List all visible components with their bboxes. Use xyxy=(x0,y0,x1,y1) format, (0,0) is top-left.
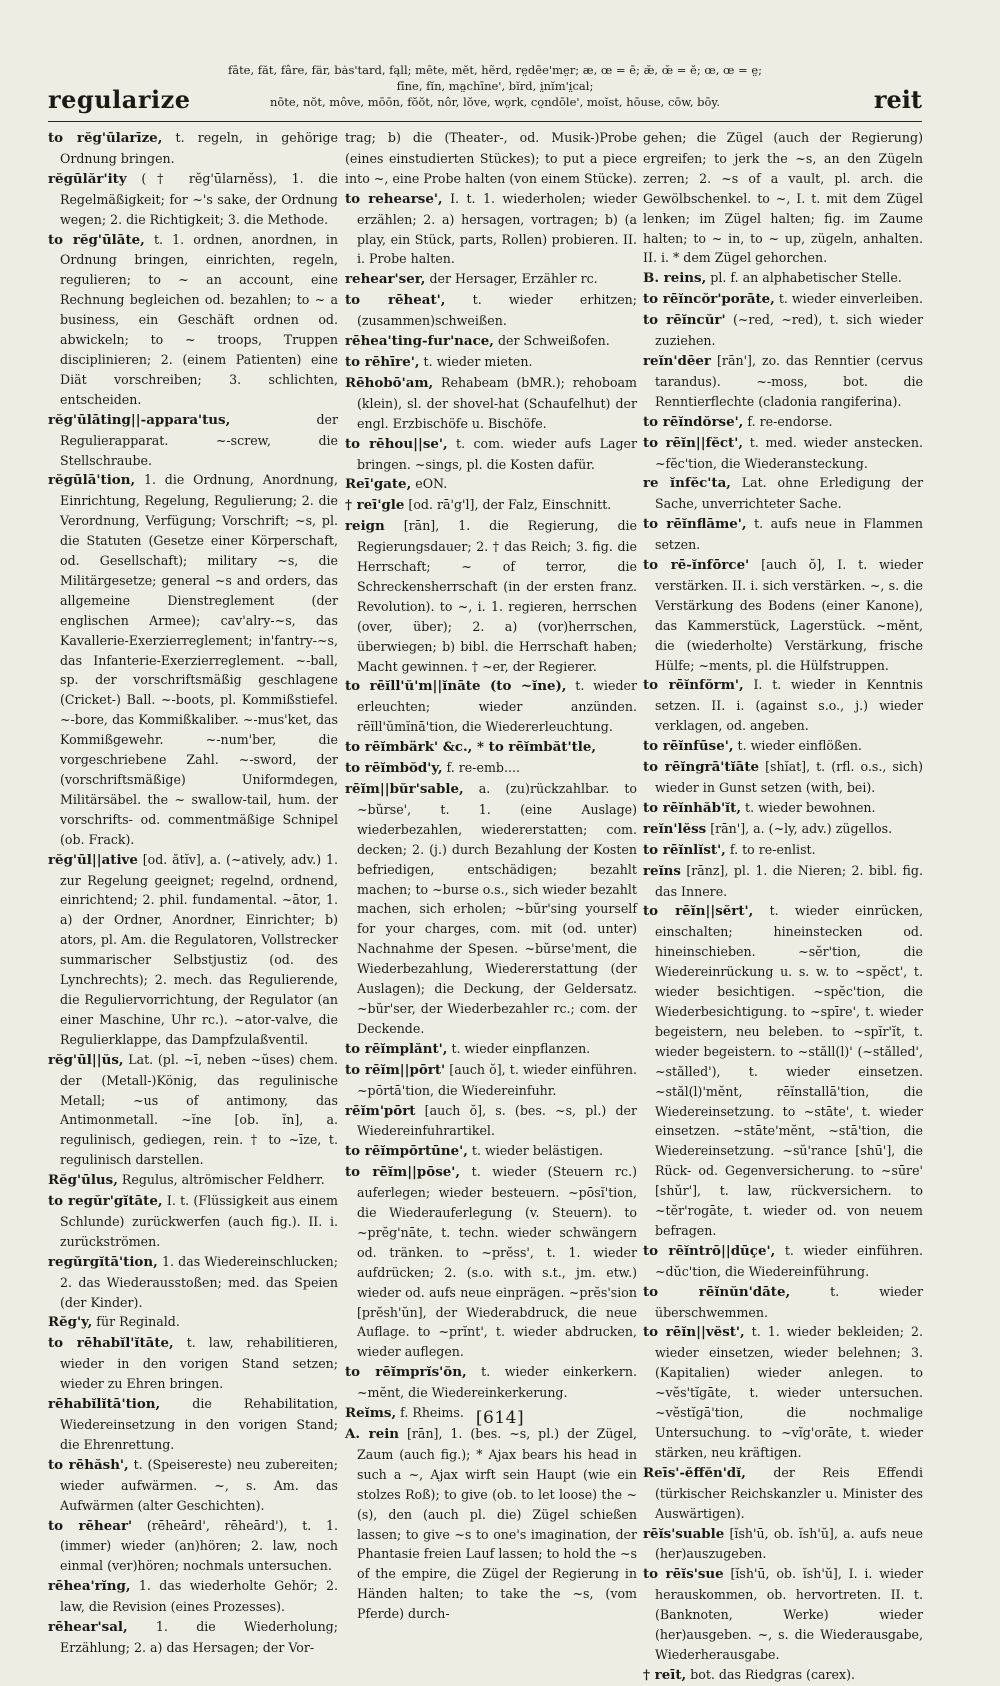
dictionary-entry xyxy=(345,269,637,290)
entry-headword: rehear'ser, xyxy=(345,271,426,288)
pronunciation-key-line: fīne, fĭn, ma̤chīne', bĭrd, i̤nĭm'i̤cal; xyxy=(396,79,594,93)
dictionary-entry xyxy=(345,1424,637,1624)
entry-definition: t. wieder einführen. ~dŭc'tion, die Wiedereinführung. xyxy=(655,1242,923,1279)
entry-headword: to rēĭnhăb'ĭt, xyxy=(643,799,741,816)
pronunciation-key-line: nōte, nŏt, môve, mōōn, fŏŏt, nôr, lŏve, wo̤rk, co̤ndōle', moĭst, hōuse, cōw, bōy. xyxy=(269,95,721,109)
dictionary-entry xyxy=(643,736,923,757)
entry-definition: [auch ŏ], s. (bes. ~s, pl.) der Wiedereinfuhrartikel. xyxy=(357,1102,637,1139)
entry-definition: (~red, ~red), t. sich wieder zuziehen. xyxy=(655,312,923,349)
entry-definition: t. wieder einpflanzen. xyxy=(451,1040,591,1056)
dictionary-entry xyxy=(48,230,338,410)
entry-definition: t. com. wieder aufs Lager bringen. ~sings, pl. die Kosten dafür. xyxy=(357,435,637,472)
entry-headword: rĕgūlā'tion, xyxy=(48,472,136,489)
entry-definition: 1. die Wiederholung; Erzählung; 2. a) das Hersagen; der Vor- xyxy=(60,1619,338,1655)
entry-headword: to rēĭngrā'tĭāte xyxy=(643,759,760,776)
entry-definition: (rēheārd', rēheārd'), t. 1. (immer) wieder (an)hören; 2. law, noch einmal (ver)hören; nochmals untersuchen. xyxy=(60,1517,338,1574)
dictionary-entry xyxy=(643,1241,923,1282)
entry-headword: reĭn'dēer xyxy=(643,352,711,369)
pronunciation-key-line: fāte, făt, fâre, fär, bȧs'tard, fąll; mēte, mĕt, hẽrd, re̤dēe'me̤r; æ, œ = ē; æ̆, œ̆ = ĕ; œ, œ = e̤; xyxy=(227,63,763,77)
dictionary-entry xyxy=(643,1463,923,1524)
pronunciation-key xyxy=(190,62,800,110)
dictionary-entry xyxy=(345,516,637,676)
entry-headword: to regŭr'gĭtāte, xyxy=(48,1193,163,1210)
dictionary-entry xyxy=(643,351,923,412)
entry-definition: f. Rheims. xyxy=(400,1405,464,1421)
entry-definition: [rānz], pl. 1. die Nieren; 2. bibl. fig. das Innere. xyxy=(655,862,923,899)
dictionary-entry xyxy=(48,1252,338,1313)
entry-definition: t. wieder erleuchten; wieder anzünden. rēĭll'ŭmĭnā'tion, die Wiedererleuchtung. xyxy=(357,678,637,735)
entry-definition: t. 1. ordnen, anordnen, in Ordnung bringen, einrichten, regeln, regulieren; to ~ an account, eine Rechnung begleichen od. bezahlen; to ~ a business, ein Geschäft ordnen od. abwickeln; to ~ troops, Truppen disciplinieren; 2. (einem Patienten) eine Diät vorschreiben; 3. schlichten, entscheiden. xyxy=(60,231,338,407)
entry-definition: pl. f. an alphabetischer Stelle. xyxy=(710,270,902,286)
entry-definition: I. t. (Flüssigkeit aus einem Schlunde) zurückwerfen (auch fig.). II. i. zurückströmen. xyxy=(60,1193,338,1249)
entry-headword: reĭns xyxy=(643,862,681,879)
entry-definition: t. wieder einflößen. xyxy=(737,738,862,754)
entry-headword: to rēĭmpōrtūne', xyxy=(345,1143,468,1160)
dictionary-entry xyxy=(345,290,637,331)
entry-headword: Reĭms, xyxy=(345,1405,397,1422)
entry-definition: t. med. wieder anstecken. ~fĕc'tion, die Wiederansteckung. xyxy=(655,434,923,471)
dictionary-entry xyxy=(643,412,923,433)
entry-headword: to rē-ĭnfōrce' xyxy=(643,557,750,574)
entry-headword: rĕg'ūlāting||-appara'tus, xyxy=(48,411,231,428)
entry-headword: A. rein xyxy=(345,1426,400,1442)
entry-headword: to rēhou||se', xyxy=(345,435,448,452)
entry-definition: t. wieder einrücken, einschalten; hineinstecken od. hineinschieben. ~sĕr'tion, die Wiedereinrückung u. s. w. to ~spĕct', t. wieder besichtigen. ~spĕc'tion, die Wiederbesichtigung. to ~spīre', t. wieder begeistern, neu beleben. to ~spĭr'ĭt, t. wieder begeistern. to ~stăll(l)' (~stălled', ~stălled'), t. wieder einsetzen. ~stăl(l)'mĕnt, rēĭnstallā'tion, die Wiedereinsetzung. to ~stāte', t. wieder einsetzen. ~stāte'mĕnt, ~stā'tion, die Wiedereinsetzung. ~sŭ'rance [shū'], die Rück- od. Gegenversicherung. to ~sūre' [shŭr'], t. law, rückversichern. to ~tĕr'rogāte, t. wieder od. von neuem befragen. xyxy=(655,903,923,1238)
entry-headword: to rēĭm||pōse', xyxy=(345,1164,461,1181)
dictionary-entry xyxy=(48,128,338,169)
page-number: [614] xyxy=(475,1408,525,1428)
entry-definition: Rehabeam (bMR.); rehoboam (klein), sl. der shovel-hat (Schaufelhut) der engl. Erzbischöfe u. Bischöfe. xyxy=(357,374,637,431)
dictionary-entry xyxy=(48,1312,338,1333)
entry-headword: to rēhabĭl'ĭtāte, xyxy=(48,1335,174,1352)
dictionary-entry xyxy=(48,1170,338,1191)
dictionary-entry xyxy=(643,310,923,351)
dictionary-entry xyxy=(345,779,637,1039)
dictionary-entry xyxy=(643,819,923,840)
entry-definition: Lat. ohne Erledigung der Sache, unverrichteter Sache. xyxy=(655,475,923,512)
entry-headword: rēĭm'pōrt xyxy=(345,1102,416,1119)
dictionary-entry xyxy=(643,514,923,555)
dictionary-entry xyxy=(345,676,637,737)
dictionary-entry xyxy=(643,128,923,268)
entry-headword: rēĭm||bŭr'sable, xyxy=(345,781,464,797)
entry-headword: rēhea'rĭng, xyxy=(48,1578,131,1595)
entry-definition: gehen; die Zügel (auch der Regierung) ergreifen; to jerk the ~s, an den Zügeln zerren; 2. ~s of a vault, pl. arch. die Gewölbschenkel. to ~, I. t. mit dem Zügel lenken; im Zügel halten; fig. im Zaume halten; to ~ in, to ~ up, zügeln, anhalten. II. i. * dem Zügel gehorchen. xyxy=(643,130,923,266)
entry-headword: reign xyxy=(345,518,385,535)
entry-definition: 1. das wiederholte Gehör; 2. law, die Revision (eines Prozesses). xyxy=(60,1578,338,1615)
entry-headword: rēhea'ting-fur'nace, xyxy=(345,333,494,350)
entry-definition: [ĭsh'ū, ob. ĭsh'ŭ], a. aufs neue (her)auszugeben. xyxy=(655,1525,923,1562)
entry-definition: t. wieder einkerkern. ~mĕnt, die Wiedereinkerkerung. xyxy=(357,1364,637,1401)
entry-definition: t. 1. wieder bekleiden; 2. wieder einsetzen, wieder belehnen; 3. (Kapitalien) wieder anlegen. to ~vĕs'tĭgāte, t. wieder untersuchen. ~vĕstĭgā'tion, die nochmalige Untersuchung. to ~vĭg'orāte, t. wieder stärken, neu kräftigen. xyxy=(655,1324,923,1460)
dictionary-entry xyxy=(48,470,338,849)
guide-word-left: regularize xyxy=(48,85,191,114)
dictionary-entry xyxy=(643,1564,923,1665)
dictionary-entry xyxy=(643,675,923,736)
dictionary-entry xyxy=(643,757,923,798)
dictionary-entry xyxy=(643,473,923,514)
entry-headword: to rēhīre', xyxy=(345,353,420,370)
entry-definition: t. (Speisereste) neu zubereiten; wieder aufwärmen. ~, s. Am. das Aufwärmen (alter Geschichten). xyxy=(60,1456,338,1513)
entry-headword: to rēĭmbŏd'y, xyxy=(345,760,443,777)
dictionary-entry xyxy=(345,352,637,373)
entry-headword: to rēhăsh', xyxy=(48,1456,129,1473)
entry-headword: to rēĭnŭn'dāte, xyxy=(643,1283,791,1300)
entry-definition: t. regeln, in gehörige Ordnung bringen. xyxy=(60,130,338,166)
dictionary-entry xyxy=(345,1141,637,1162)
dictionary-entry xyxy=(345,1362,637,1403)
dictionary-entry xyxy=(48,1516,338,1577)
entry-definition: Regulus, altrömischer Feldherr. xyxy=(121,1172,325,1188)
entry-definition: [rān'], a. (~ly, adv.) zügellos. xyxy=(710,820,893,836)
dictionary-entry xyxy=(345,1101,637,1142)
entry-definition: [auch ŏ], I. t. wieder verstärken. II. i. sich verstärken. ~, s. die Verstärkung des Bodens (einer Kanone), das Kammerstück, Lagerstück. ~mĕnt, die (wiederholte) Verstärkung, frische Hülfe; ~ments, pl. die Hülfstruppen. xyxy=(655,557,923,673)
entry-definition: eON. xyxy=(415,476,448,492)
entry-definition: f. re-emb.... xyxy=(446,760,520,776)
dictionary-entry xyxy=(643,798,923,819)
dictionary-entry xyxy=(643,1322,923,1462)
dictionary-entry xyxy=(345,758,637,779)
entry-definition: t. wieder überschwemmen. xyxy=(655,1283,923,1320)
entry-definition: der Regulierapparat. ~-screw, die Stellschraube. xyxy=(60,411,338,468)
dictionary-entry xyxy=(345,128,637,189)
entry-definition: t. wieder erhitzen; (zusammen)schweißen. xyxy=(357,292,638,329)
entry-definition: t. wieder einverleiben. xyxy=(778,291,924,307)
dictionary-entry xyxy=(643,555,923,675)
entry-headword: to rēĭnflāme', xyxy=(643,516,747,533)
entry-definition: t. wieder belästigen. xyxy=(471,1143,604,1159)
entry-definition: t. wieder bewohnen. xyxy=(745,799,876,815)
entry-headword: rēĭs'suable xyxy=(643,1525,725,1542)
entry-definition: [rān], 1. (bes. ~s, pl.) der Zügel, Zaum (auch fig.); * Ajax bears his head in such a ~, Ajax wirft sein Haupt (wie ein stolzes Roß); to give (ob. to let loose) the ~(s), den (auch pl. die) Zügel schießen lassen; to give ~s to one's imagination, der Phantasie freien Lauf lassen; to hold the ~s of the empire, die Zügel der Regierung in Händen halten; to take the ~s, (vom Pferde) durch- xyxy=(357,1426,637,1622)
entry-definition: [od. rā'g'l], der Falz, Einschnitt. xyxy=(408,497,612,513)
entry-headword: to rēĭm||pōrt' xyxy=(345,1061,446,1078)
entry-definition: Lat. (pl. ~ī, neben ~ŭses) chem. der (Metall-)König, das regulinische Metall; ~us of antimony, das Antimonmetall. ~ĭne [ob. ĭn], a. regulinisch, gediegen, rein. † to ~īze, t. regulinisch darstellen. xyxy=(60,1051,338,1168)
dictionary-entry xyxy=(48,1455,338,1516)
column-1 xyxy=(48,128,338,1655)
entry-definition: I. t. wieder in Kenntnis setzen. II. i. (against s.o., j.) wieder verklagen, od. angeben. xyxy=(655,677,923,734)
entry-headword: to rēĭntrō||dūçe', xyxy=(643,1242,776,1259)
entry-headword: to rēĭmprĭs'ŏn, xyxy=(345,1364,467,1381)
entry-headword: to rēĭn||fĕct', xyxy=(643,434,743,451)
dictionary-entry xyxy=(643,840,923,861)
entry-headword: to rĕg'ūlarīze, xyxy=(48,130,163,146)
entry-definition: f. to re-enlist. xyxy=(729,841,816,857)
entry-headword: to rēhear' xyxy=(48,1517,133,1534)
dictionary-entry xyxy=(345,495,637,516)
entry-definition: [rān], 1. die Regierung, die Regierungsdauer; 2. † das Reich; 3. fig. die Herrschaft; ~ of terror, die Schreckensherrschaft (in der ersten franz. Revolution). to ~, i. 1. regieren, herrschen (over, über); 2. a) (vor)herrschen, überwiegen; b) bibl. die Herrschaft haben; Macht gewinnen. † ~er, der Regierer. xyxy=(357,518,637,674)
dictionary-entry xyxy=(345,1162,637,1362)
dictionary-entry xyxy=(48,169,338,230)
entry-definition: [rān'], zo. das Renntier (cervus tarandus). ~-moss, bot. die Renntierflechte (cladonia rangiferina). xyxy=(655,352,923,409)
entry-headword: Rĕg'ūlus, xyxy=(48,1172,118,1189)
entry-headword: rĕgūlăr'ity xyxy=(48,170,127,187)
column-3 xyxy=(643,128,924,1683)
entry-headword: to rēĭn||sĕrt', xyxy=(643,903,754,920)
entry-headword: to rēĭs'sue xyxy=(643,1566,724,1583)
dictionary-entry xyxy=(345,737,637,758)
dictionary-entry xyxy=(643,901,923,1240)
entry-headword: † reīt, xyxy=(643,1666,687,1683)
dictionary-entry xyxy=(345,1039,637,1060)
entry-definition: († rĕg'ūlarnĕss), 1. die Regelmäßigkeit; for ~'s sake, der Ordnung wegen; 2. die Richtigkeit; 3. die Methode. xyxy=(60,170,338,227)
dictionary-entry xyxy=(345,189,637,270)
entry-definition: 1. das Wiedereinschlucken; 2. das Wiederausstoßen; med. das Speien (der Kinder). xyxy=(60,1253,338,1310)
entry-headword: to rēĭncŏr'porāte, xyxy=(643,291,775,308)
entry-definition: der Hersager, Erzähler rc. xyxy=(429,271,598,287)
entry-headword: to rĕg'ūlāte, xyxy=(48,231,145,248)
header-rule xyxy=(48,121,922,122)
entry-definition: t. wieder (Steuern rc.) auferlegen; wieder besteuern. ~pōsĭ'tion, die Wiederauferlegung (v. Steuern). to ~prĕg'nāte, t. techn. wieder schwängern od. tränken. to ~prĕss', t. 1. wieder aufdrücken; 2. (s.o. with s.t., jm. etw.) wieder od. aufs neue einprägen. ~prĕs'sion [prĕsh'ŭn], der Wiederabdruck, die neue Auflage. to ~prĭnt', t. wieder abdrucken, wieder auflegen. xyxy=(357,1164,637,1360)
entry-definition: der Schweißofen. xyxy=(497,333,610,349)
dictionary-entry xyxy=(643,268,923,289)
dictionary-entry xyxy=(48,850,338,1050)
entry-definition: der Reis Effendi (türkischer Reichskanzler u. Minister des Auswärtigen). xyxy=(655,1464,923,1521)
entry-headword: B. reins, xyxy=(643,270,707,287)
entry-definition: trag; b) die (Theater-, od. Musik-)Probe (eines einstudierten Stückes); to put a piece into ~, eine Probe halten (von einem Stücke). xyxy=(345,130,637,186)
dictionary-entry xyxy=(345,331,637,352)
entry-definition: f. re-endorse. xyxy=(747,413,833,429)
entry-headword: Reī'gate, xyxy=(345,476,412,493)
dictionary-entry xyxy=(48,1191,338,1252)
entry-headword: to rēĭmbärk' &c., * to rēĭmbăt'tle, xyxy=(345,739,597,756)
dictionary-entry xyxy=(345,474,637,495)
entry-headword: rēhabĭlĭtā'tion, xyxy=(48,1396,161,1413)
entry-headword: to rēĭnlĭst', xyxy=(643,841,726,858)
dictionary-entry xyxy=(643,1524,923,1565)
entry-headword: Rĕg'y, xyxy=(48,1314,93,1331)
entry-headword: to rēĭndŏrse', xyxy=(643,413,744,430)
entry-headword: to rēĭmplănt', xyxy=(345,1040,448,1057)
entry-headword: reĭn'lĕss xyxy=(643,820,707,837)
dictionary-entry xyxy=(345,434,637,475)
dictionary-entry xyxy=(48,1617,338,1658)
entry-definition: 1. die Ordnung, Anordnung, Einrichtung, Regelung, Regulierung; 2. die Verordnung, Verfügung; Vorschrift; ~s, pl. die Statuten (Gesetze einer Körperschaft, od. Gesellschaft); military ~s, die Militärgesetze; general ~s and orders, das allgemeine Dienstreglement (der englischen Armee); cav'alry-~s, das Kavallerie-Exerzierreglement; in'fantry-~s, das Infanterie-Exerzierreglement. ~-ball, sp. der vorschriftsmäßig geschlagene (Cricket-) Ball. ~-boots, pl. Kommißstiefel. ~-bore, das Kommißkaliber. ~-mus'ket, das Kommißgewehr. ~-num'ber, die vorgeschriebene Zahl. ~-sword, der (vorschriftsmäßige) Uniformdegen, Militärsäbel. the ~ swallow-tail, hum. der vorschrifts- od. commentmäßige Schnipel (ob. Frack). xyxy=(60,472,338,847)
entry-definition: [auch ŏ], t. wieder einführen. ~pōrtā'tion, die Wiedereinfuhr. xyxy=(357,1061,637,1098)
dictionary-entry xyxy=(643,861,923,902)
dictionary-entry xyxy=(345,373,637,434)
guide-word-right: reit xyxy=(873,85,922,114)
dictionary-entry xyxy=(345,1060,637,1101)
entry-headword: regŭrgĭtā'tion, xyxy=(48,1253,158,1270)
entry-headword: Reīs'-ĕffĕn'dĭ, xyxy=(643,1464,746,1481)
entry-definition: für Reginald. xyxy=(96,1314,180,1330)
dictionary-entry xyxy=(48,410,338,471)
entry-definition: a. (zu)rückzahlbar. to ~bŭrse', t. 1. (eine Auslage) wiederbezahlen, wiedererstatten; com. decken; 2. (j.) durch Bezahlung der Kosten befriedigen, entschädigen; bezahlt machen; to ~burse o.s., sich wieder bezahlt machen, sich erholen; ~bŭr'sing yourself for your charges, com. mit (od. unter) Nachnahme der Spesen. ~bŭrse'ment, die Wiederbezahlung, Wiedererstattung (der Auslagen); die Deckung, der Geldersatz. ~bŭr'ser, der Wiederbezahler rc.; com. der Deckende. xyxy=(357,781,637,1036)
entry-headword: rĕg'ūl||ative xyxy=(48,851,138,868)
dictionary-entry xyxy=(643,1282,923,1323)
entry-headword: rĕg'ūl||ŭs, xyxy=(48,1051,124,1068)
entry-headword: rēhear'sal, xyxy=(48,1619,128,1636)
entry-definition: t. wieder mieten. xyxy=(423,353,533,369)
dictionary-entry xyxy=(48,1333,338,1394)
entry-definition: bot. das Riedgras (carex). xyxy=(690,1666,855,1682)
entry-headword: to rēheat', xyxy=(345,292,446,309)
entry-definition: t. law, rehabilitieren, wieder in den vorigen Stand setzen; wieder zu Ehren bringen. xyxy=(60,1335,338,1392)
entry-definition: [od. ătĭv], a. (~atively, adv.) 1. zur Regelung geeignet; regelnd, ordnend, einrichtend; 2. phil. fundamental. ~ātor, 1. a) der Ordner, Anordner, Einrichter; b) ators, pl. Am. die Regulatoren, Vollstrecker summarischer Selbstjustiz (od. des Lynchrechts); 2. mech. das Regulierende, die Reguliervorrichtung, der Regulator (an einer Maschine, Uhr rc.). ~ator-valve, die Regulierklappe, das Dampfzulaßventil. xyxy=(60,851,338,1047)
entry-definition: t. aufs neue in Flammen setzen. xyxy=(655,516,923,553)
entry-headword: to rēĭnfūse', xyxy=(643,738,734,755)
entry-headword: to rēĭll'ŭ'm||ĭnāte (to ~ĭne), xyxy=(345,678,567,695)
dictionary-entry xyxy=(48,1576,338,1617)
dictionary-entry xyxy=(643,433,923,474)
entry-headword: † reī'gle xyxy=(345,497,405,514)
dictionary-entry xyxy=(643,1665,923,1686)
entry-headword: to rēĭncŭr' xyxy=(643,312,726,329)
entry-headword: to rēĭn||vĕst', xyxy=(643,1324,745,1341)
entry-definition: [ĭsh'ū, ob. ĭsh'ŭ], I. i. wieder herauskommen, ob. hervortreten. II. t. (Banknoten, Werke) wieder (her)ausgeben. ~, s. die Wiederausgabe, Wiederherausgabe. xyxy=(655,1566,923,1662)
dictionary-entry xyxy=(643,289,923,310)
entry-definition: [shĭat], t. (rfl. o.s., sich) wieder in Gunst setzen (with, bei). xyxy=(655,759,923,795)
entry-headword: to rēĭnfŏrm', xyxy=(643,677,744,694)
entry-headword: re ĭnfĕc'ta, xyxy=(643,475,731,492)
entry-definition: I. t. 1. wiederholen; wieder erzählen; 2. a) hersagen, vortragen; b) (a play, ein Stück, parts, Rollen) probieren. II. i. Probe halten. xyxy=(357,190,637,267)
dictionary-entry xyxy=(48,1050,338,1170)
entry-headword: Rēhobō'am, xyxy=(345,374,434,391)
entry-headword: to rehearse', xyxy=(345,190,443,207)
entry-definition: die Rehabilitation, Wiedereinsetzung in den vorigen Stand; die Ehrenrettung. xyxy=(60,1396,338,1452)
